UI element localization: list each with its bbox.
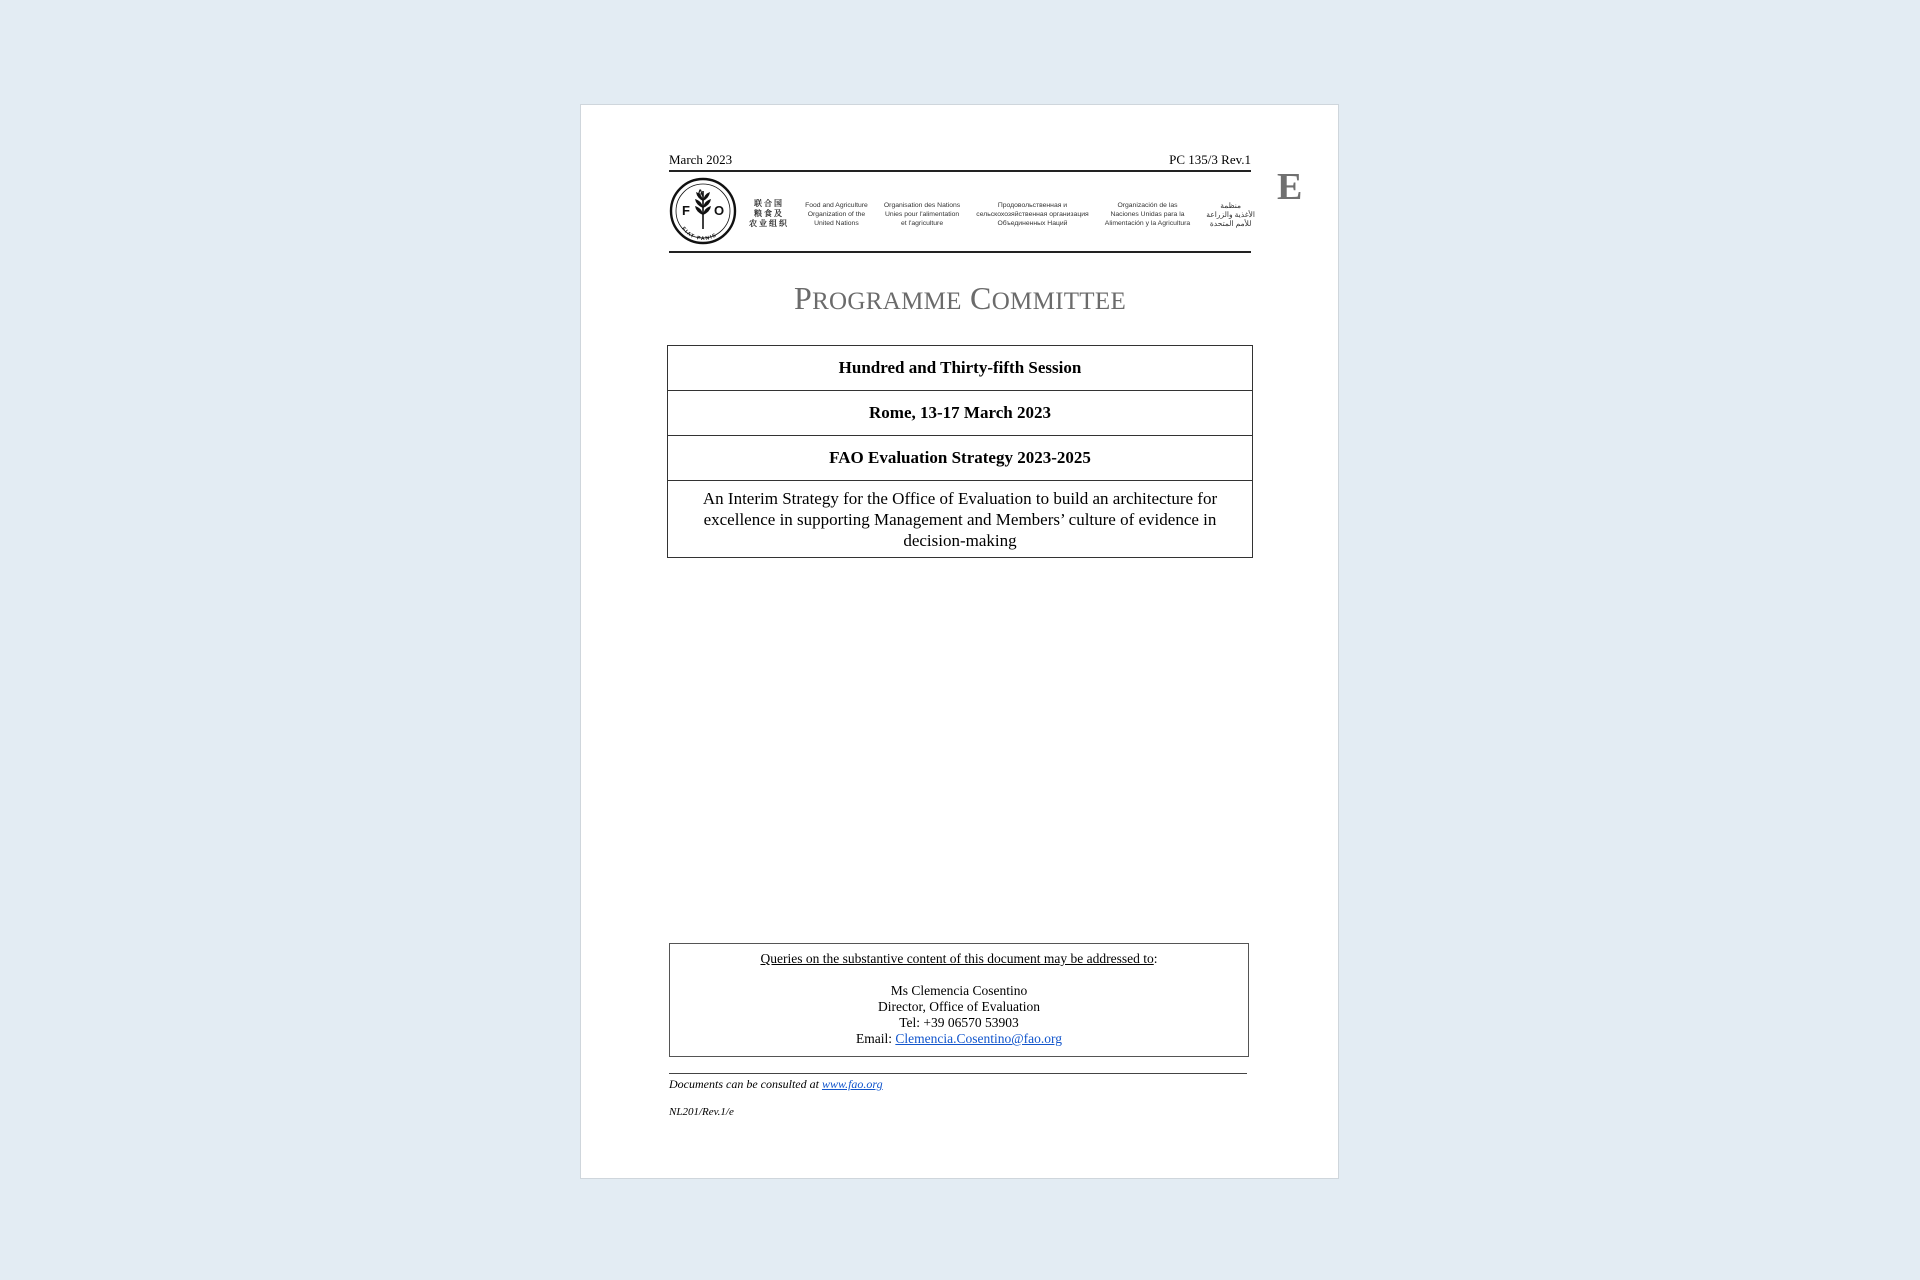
contact-tel: Tel: +39 06570 53903 — [899, 1015, 1019, 1030]
contact-email-label: Email: — [855, 1031, 896, 1046]
footer-consult — [669, 1077, 883, 1092]
session-place-date: Rome, 13-17 March 2023 — [668, 391, 1253, 436]
contact-role: Director, Office of Evaluation — [878, 999, 1040, 1014]
queries-intro-line — [670, 951, 1248, 967]
document-title: FAO Evaluation Strategy 2023-2025 — [668, 436, 1253, 481]
session-name: Hundred and Thirty-fifth Session — [668, 346, 1253, 391]
org-name-arabic: منظمة الأغذية والزراعة للأمم المتحدة — [1206, 200, 1255, 228]
queries-intro: Queries on the substantive content of this document may be addressed to — [760, 951, 1154, 966]
logo-letter-o: O — [714, 203, 725, 218]
job-code: NL201/Rev.1/e — [669, 1106, 734, 1118]
document-description: An Interim Strategy for the Office of Evaluation to build an architecture for excellence in supporting Management and Members’ culture of evidence in decision-making — [668, 481, 1253, 558]
committee-title-c: C — [970, 280, 992, 316]
fao-logo-icon — [669, 177, 737, 245]
header-top — [669, 152, 1251, 168]
logo-motto: FIAT PANIS — [680, 225, 719, 243]
committee-title-programme: ROGRAMME — [812, 288, 962, 315]
contact-name: Ms Clemencia Cosentino — [890, 983, 1028, 998]
header-rule-top — [669, 170, 1251, 172]
document-date: March 2023 — [669, 152, 733, 167]
document-symbol: PC 135/3 Rev.1 — [1169, 152, 1251, 167]
org-name-french: Organisation des Nations Unies pour l'alimentation et l'agriculture — [883, 201, 961, 227]
committee-title-p: P — [793, 280, 813, 316]
committee-title-committee: OMMITTEE — [991, 288, 1127, 315]
footer-consult-text: Documents can be consulted at — [669, 1077, 822, 1091]
org-name-english: Food and Agriculture Organization of the United Nations — [805, 201, 868, 227]
org-name-spanish: Organización de las Naciones Unidas para la Alimentación y la Agricultura — [1104, 201, 1191, 227]
contact-email-link[interactable]: Clemencia.Cosentino@fao.org — [895, 1031, 1063, 1046]
committee-title — [669, 280, 1251, 317]
contact-email-line — [670, 1031, 1248, 1047]
queries-intro-colon: : — [1153, 951, 1158, 966]
org-name-russian: Продовольственная и сельскохозяйственная организация Объединенных Наций — [976, 201, 1089, 227]
logo-letter-f: F — [682, 203, 690, 218]
header-rule-bottom — [669, 251, 1251, 253]
queries-box — [669, 943, 1249, 1057]
footer-rule — [669, 1073, 1247, 1074]
organization-names — [749, 199, 1255, 229]
logo-letter-a: A — [697, 188, 704, 198]
session-table — [667, 345, 1253, 558]
org-name-chinese: 联合国 粮食及 农业组织 — [749, 199, 789, 228]
fao-website-link[interactable]: www.fao.org — [821, 1077, 883, 1091]
document-page — [580, 104, 1339, 1179]
language-letter: E — [1277, 166, 1303, 208]
